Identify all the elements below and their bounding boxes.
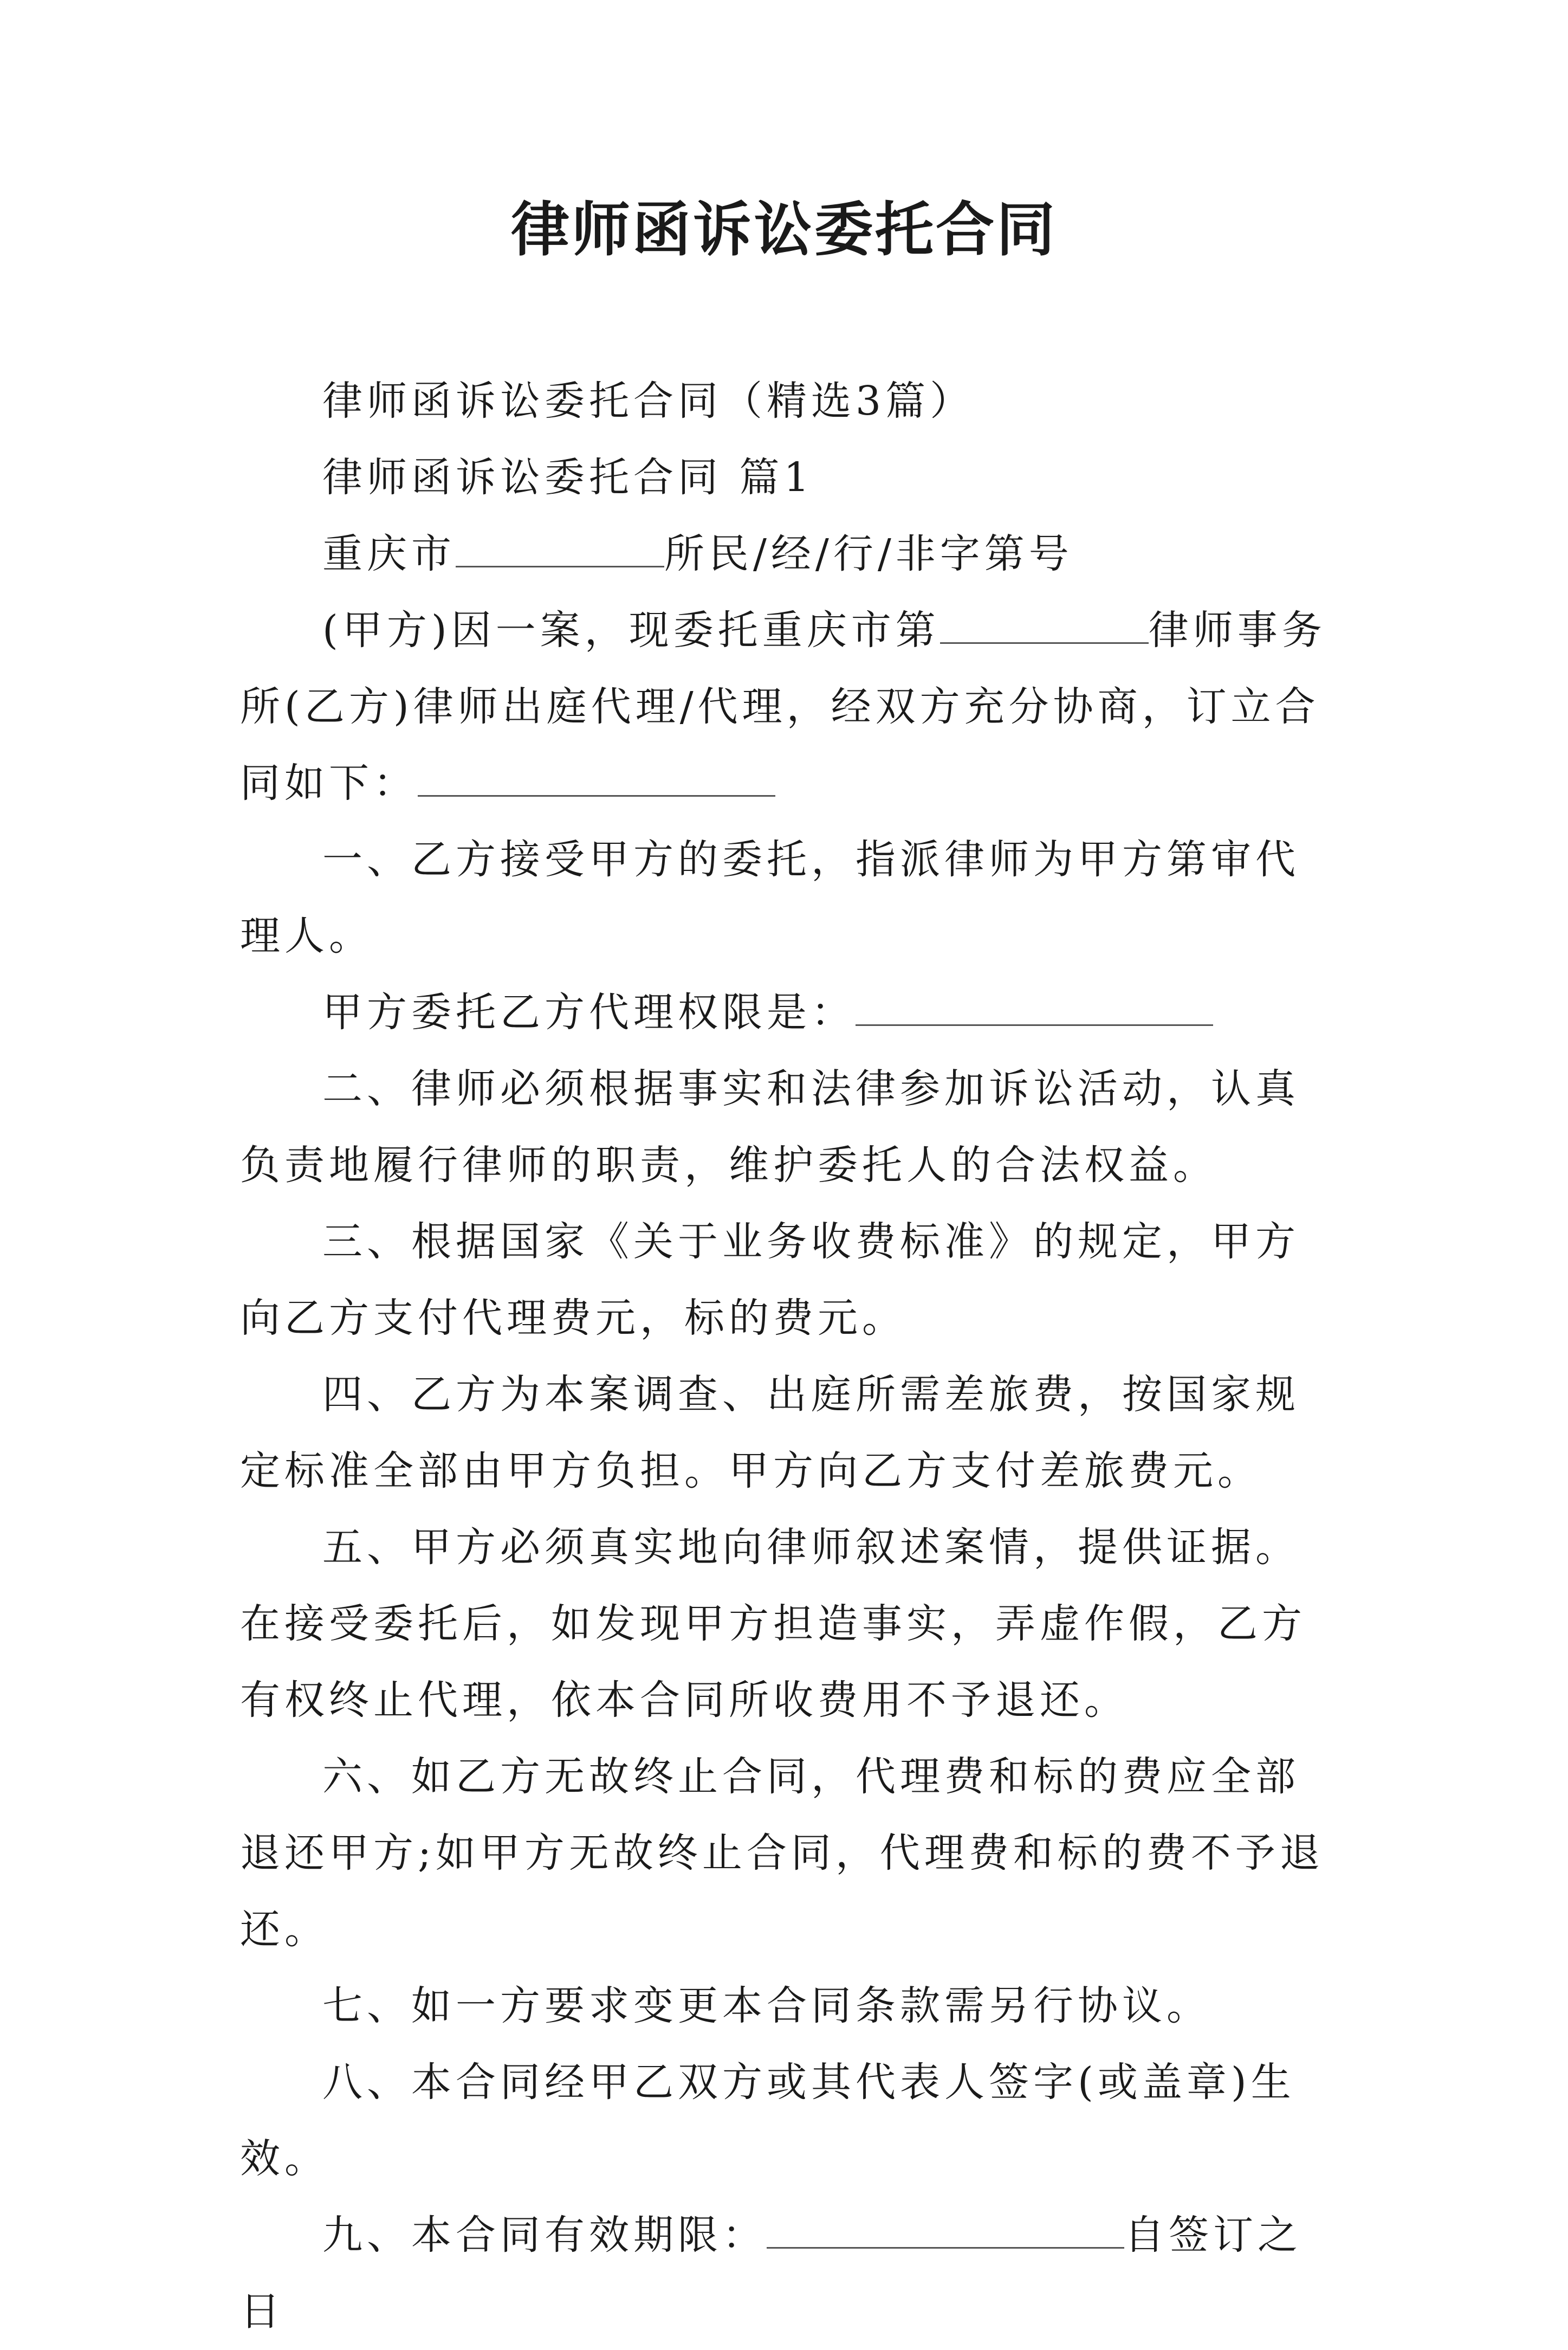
intro-paragraph: [240, 592, 1340, 822]
clause-6-text: 六、如乙方无故终止合同，代理费和标的费应全部退还甲方;如甲方无故终止合同，代理费和标的费不予退还。: [240, 1753, 1324, 1953]
authority-text: 甲方委托乙方代理权限是：: [322, 989, 856, 1036]
clause-3-text: 三、根据国家《关于业务收费标准》的规定，甲方向乙方支付代理费元，标的费元。: [240, 1218, 1300, 1341]
clause-8-text: 八、本合同经甲乙双方或其代表人签字(或盖章)生效。: [240, 2059, 1295, 2182]
clause-7: [240, 1968, 1340, 2044]
part-heading-text: 律师函诉讼委托合同 篇1: [322, 454, 814, 501]
blank-field: [418, 757, 775, 797]
clause-7-text: 七、如一方要求变更本合同条款需另行协议。: [322, 1983, 1211, 2029]
clause-2: [240, 1051, 1340, 1204]
clause-9-text-b: 自签订之日: [240, 2212, 1302, 2335]
city-label: 重庆市: [322, 531, 456, 577]
clause-3: [240, 1204, 1340, 1357]
case-number-label: 所民/经/行/非字第号: [664, 531, 1073, 577]
clause-1-text: 一、乙方接受甲方的委托，指派律师为甲方第审代理人。: [240, 836, 1300, 959]
blank-field: [767, 2209, 1124, 2249]
intro-text-a: (甲方)因一案，现委托重庆市第: [322, 607, 940, 654]
authority-line: [240, 974, 1340, 1051]
clause-9-text-a: 九、本合同有效期限：: [322, 2212, 767, 2258]
intro-text-b: 律师事务所(乙方)律师出庭代理/代理，经双方充分协商，订立合同如下：: [240, 607, 1326, 806]
document-title: 律师函诉讼委托合同: [510, 196, 1057, 264]
clause-8: [240, 2044, 1340, 2197]
clause-2-text: 二、律师必须根据事实和法律参加诉讼活动，认真负责地履行律师的职责，维护委托人的合法权益。: [240, 1066, 1300, 1189]
clause-9: [240, 2197, 1340, 2350]
clause-4-text: 四、乙方为本案调查、出庭所需差旅费，按国家规定标准全部由甲方负担。甲方向乙方支付差旅费元。: [240, 1371, 1300, 1494]
clause-5: [240, 1509, 1340, 1739]
part-heading: [240, 440, 1340, 516]
clause-6: [240, 1739, 1340, 1968]
document-body: [240, 363, 1340, 2350]
clause-4: [240, 1357, 1340, 1509]
blank-field: [856, 986, 1213, 1026]
blank-field: [456, 528, 664, 567]
case-number-line: [240, 516, 1340, 592]
subtitle-line: [240, 363, 1340, 440]
blank-field: [940, 604, 1149, 644]
clause-1: [240, 822, 1340, 974]
subtitle-text: 律师函诉讼委托合同（精选3篇）: [322, 378, 975, 424]
clause-5-text: 五、甲方必须真实地向律师叙述案情，提供证据。在接受委托后，如发现甲方担造事实，弄虚作假，乙方有权终止代理，依本合同所收费用不予退还。: [240, 1524, 1306, 1723]
